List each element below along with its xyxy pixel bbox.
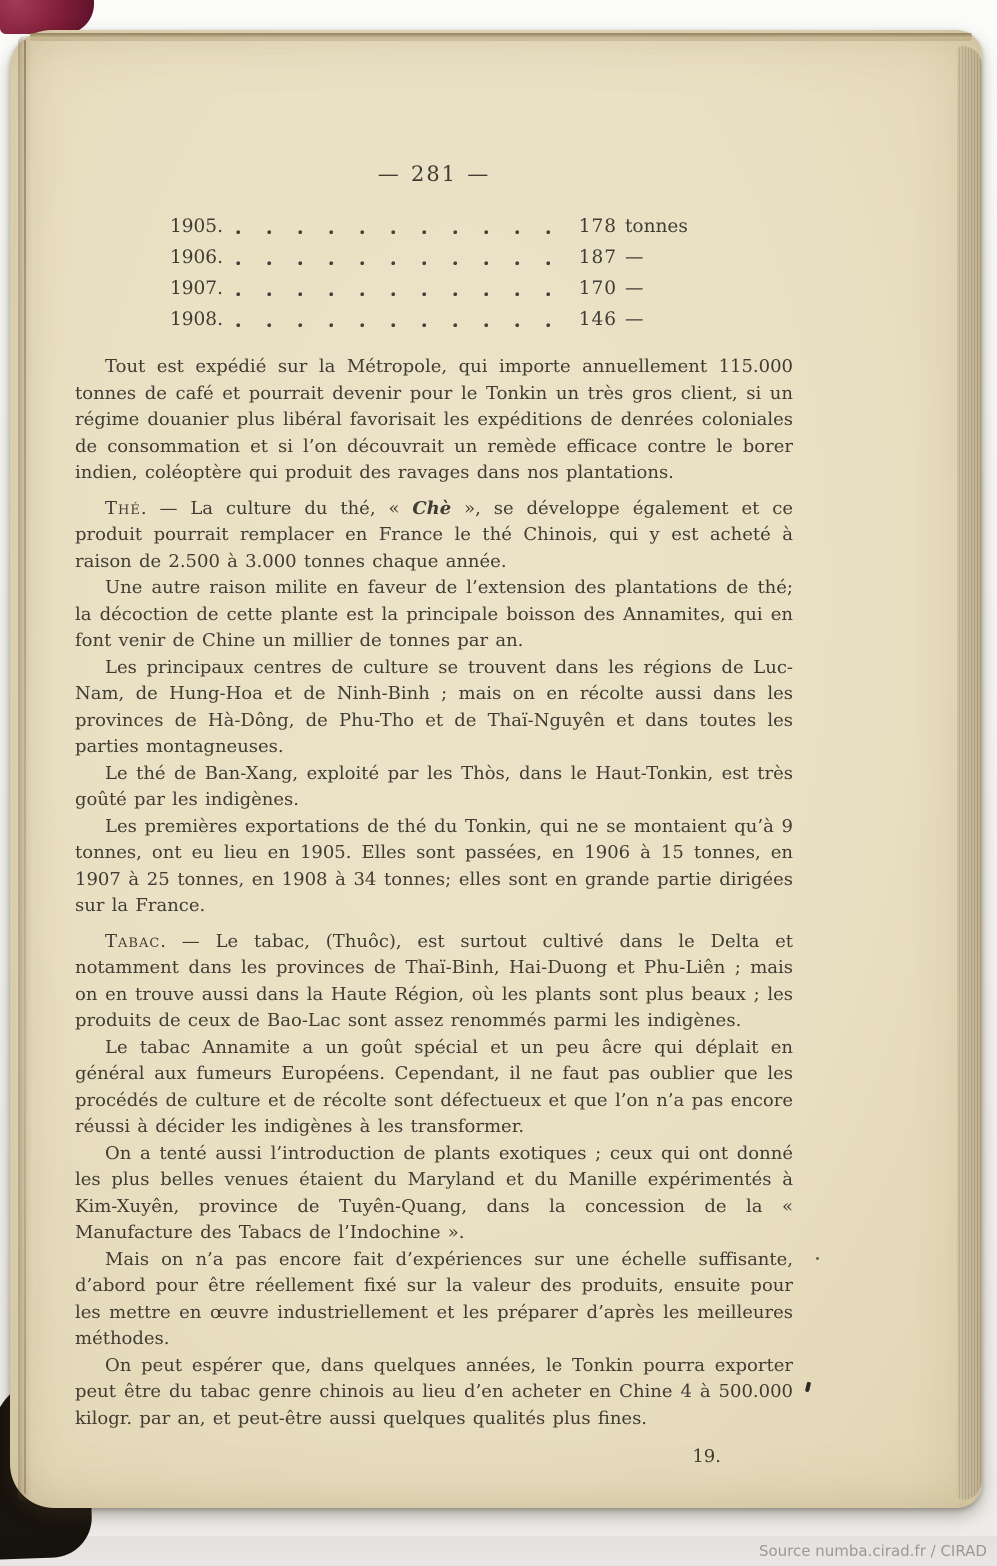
gathering-signature: 19. [692,1446,721,1467]
italic-term: Chè [412,497,452,519]
text-run: . — Le tabac, (Thuôc), est surtout cultivé dans le Delta et notamment dans les provinces de Thaï-Binh, Hai-Duong et Phu-Liên ; mais on en trouve aussi dans la Haute Région, où les plants sont plus beaux ; les produits de ceux de Bao-Lac sont assez renommés parmi les indigènes. [75,930,793,1031]
paragraph [75,1141,793,1247]
section-lead: Thé [105,497,141,519]
page-fore-edge-stack [957,46,982,1500]
paragraph [75,496,793,576]
text-run: Le thé de Ban-Xang, exploité par les Thòs, dans le Haut-Tonkin, est très goûté par les indigènes. [75,762,793,810]
table-unit: — [625,247,644,268]
export-table [75,214,715,338]
page-number-header: — 281 — [377,162,491,186]
book-page [10,30,982,1508]
dot-leader [236,230,553,235]
paragraph [75,575,793,655]
table-unit: tonnes [625,216,688,237]
table-unit: — [625,309,644,330]
ink-dot [816,1257,819,1260]
table-row [75,245,715,276]
paragraph [75,929,793,1035]
text-run: », se développe également et ce produit pourrait remplacer en France le thé Chinois, qui y est acheté à raison de 2.500 à 3.000 tonnes chaque année. [75,497,793,572]
table-row [75,214,715,245]
text-run: Le tabac Annamite a un goût spécial et un peu âcre qui déplait en général aux fumeurs Européens. Cependant, il ne faut pas oublier que les procédés de culture et de récolte sont défectueux et que l’on n’a pas encore réussi à décider les indigènes à les transformer. [75,1036,793,1137]
table-value: 170 [578,278,617,299]
paragraph [75,1035,793,1141]
text-run: On a tenté aussi l’introduction de plants exotiques ; ceux qui ont donné les plus belles venues étaient du Maryland et du Manille expérimentés à Kim-Xuyên, province de Tuyên-Quang, dans la concession de la « Manufacture des Tabacs de l’Indochine ». [75,1142,793,1243]
body-paragraphs [75,354,793,1432]
table-year: 1905. [170,216,223,237]
book-spine-red-corner [0,0,94,34]
dot-leader [236,292,553,297]
table-value: 146 [578,309,617,330]
viewer-attribution-bar [0,1536,997,1566]
paragraph [75,1247,793,1353]
table-year: 1907. [170,278,223,299]
paragraph [75,1353,793,1433]
text-run: Mais on n’a pas encore fait d’expériences sur une échelle suffisante, d’abord pour être réellement fixé sur la valeur des produits, ensuite pour les mettre en œuvre industriellement et les préparer d’après les meilleures méthodes. [75,1248,793,1349]
text-run: Une autre raison milite en faveur de l’extension des plantations de thé; la décoction de cette plante est la principale boisson des Annamites, qui en font venir de Chine un millier de tonnes par an. [75,577,793,651]
table-year: 1908. [170,309,223,330]
page-top-edge [30,33,972,38]
paragraph [75,354,793,487]
text-run: . — La culture du thé, « [140,497,413,519]
table-row [75,276,715,307]
text-run: Les premières exportations de thé du Tonkin, qui ne se montaient qu’à 9 tonnes, ont eu lieu en 1905. Elles sont passées, en 1906 à 15 tonnes, en 1907 à 25 tonnes, en 1908 à 34 tonnes; elles sont en grande partie dirigées sur la France. [75,815,793,916]
source-attribution: Source numba.cirad.fr / CIRAD [758,1542,987,1560]
text-run: On peut espérer que, dans quelques années, le Tonkin pourra exporter peut être du tabac genre chinois au lieu d’en acheter en Chine 4 à 500.000 kilogr. par an, et peut-être aussi quelques qualités plus fines. [75,1354,793,1429]
paragraph [75,761,793,814]
page-gutter-crease [24,40,26,1494]
dot-leader [236,323,553,328]
paragraph [75,655,793,761]
ink-mark [805,1382,811,1393]
section-lead: Tabac [105,930,161,952]
table-value: 178 [578,216,617,237]
page-text-block [75,160,793,1471]
table-value: 187 [578,247,617,268]
text-run: Tout est expédié sur la Métropole, qui importe annuellement 115.000 tonnes de café et pourrait devenir pour le Tonkin un très gros client, si un régime douanier plus libéral favorisait les expéditions de denrées coloniales de consommation et si l’on découvrait un remède efficace contre le borer indien, coléoptère qui produit des ravages dans nos plantations. [75,356,793,483]
paragraph [75,814,793,920]
table-row [75,307,715,338]
text-run: Les principaux centres de culture se trouvent dans les régions de Luc-Nam, de Hung-Hoa et de Ninh-Binh ; mais on en récolte aussi dans les provinces de Hà-Dông, de Phu-Tho et de Thaï-Nguyên et dans toutes les parties montagneuses. [75,656,793,757]
dot-leader [236,261,553,266]
table-unit: — [625,278,644,299]
table-year: 1906. [170,247,223,268]
